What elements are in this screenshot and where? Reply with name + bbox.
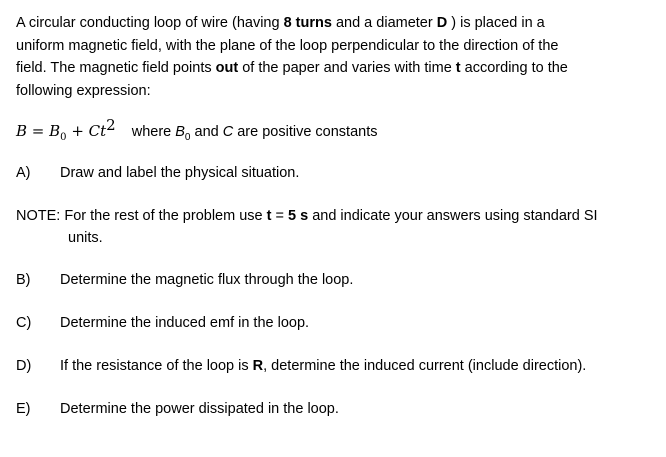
part-c-letter: C): [16, 315, 32, 331]
part-e: [16, 398, 661, 420]
part-d: [16, 355, 661, 377]
problem-intro: [16, 12, 656, 102]
note-line-1: NOTE: For the rest of the problem use t = 5 s and indicate your answers using standard SI: [16, 208, 598, 224]
part-c: [16, 312, 661, 334]
field-equation: $B = B_0 + Ct^2$: [16, 116, 116, 143]
out-emphasis: out: [215, 60, 239, 76]
turns-emphasis: 8 turns: [283, 15, 332, 31]
time-symbol: t: [455, 60, 461, 76]
field-equation-row: [16, 116, 378, 143]
intro-line-3: field. The magnetic field points out of the paper and varies with time t according to the: [16, 60, 568, 76]
part-a-letter: A): [16, 165, 31, 181]
constants-note: where $B_0$ and C are positive constants: [131, 124, 378, 143]
part-b-letter: B): [16, 272, 31, 288]
intro-line-1: A circular conducting loop of wire (having 8 turns and a diameter D ) is placed in a: [16, 15, 545, 31]
note-line-2: units.: [68, 230, 103, 246]
intro-line-2: uniform magnetic field, with the plane of the loop perpendicular to the direction of the: [16, 37, 559, 54]
part-b: [16, 269, 661, 291]
part-e-letter: E): [16, 401, 31, 417]
intro-line-4: following expression:: [16, 82, 151, 99]
resistance-symbol: R: [252, 358, 264, 374]
part-d-text: If the resistance of the loop is R, determine the induced current (include direction).: [60, 358, 587, 374]
diameter-symbol: D: [436, 15, 448, 31]
part-a-text: Draw and label the physical situation.: [60, 165, 300, 181]
part-e-text: Determine the power dissipated in the loop.: [60, 401, 339, 417]
part-c-text: Determine the induced emf in the loop.: [60, 315, 310, 331]
units-note: [16, 205, 661, 249]
part-a: [16, 162, 661, 184]
part-b-text: Determine the magnetic flux through the loop.: [60, 272, 354, 288]
part-d-letter: D): [16, 358, 32, 374]
